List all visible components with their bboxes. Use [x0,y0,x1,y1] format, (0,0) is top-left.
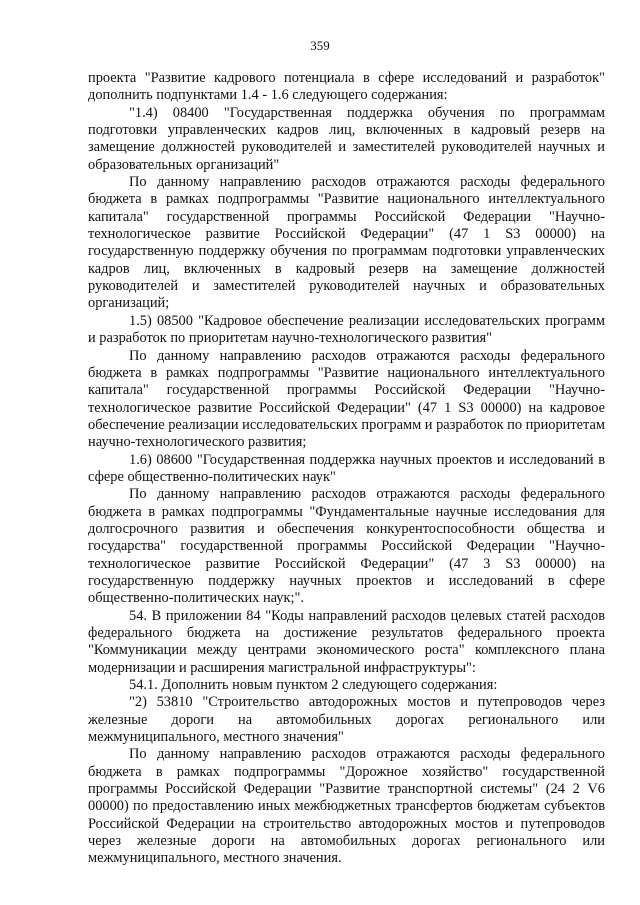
paragraph: 54. В приложении 84 "Коды направлений расходов целевых статей расходов федерального бюджета на достижение результатов федерального проекта "Коммуникации между центрами экономического роста" комплексного плана модернизации и расширения магистральной инфраструктуры": [88,607,605,676]
paragraph: По данному направлению расходов отражаются расходы федерального бюджета в рамках подпрограммы "Развитие национального интеллектуального капитала" государственной программы Российской Федерации "Научно-технологическое развитие Российской Федерации" (47 1 S3 00000) на государственную поддержку обучения по программам подготовки управленческих кадров лиц, включенных в кадровый резерв на замещение должностей руководителей и заместителей руководителей научных и образовательных организаций; [88,174,605,312]
paragraph: По данному направлению расходов отражаются расходы федерального бюджета в рамках подпрограммы "Фундаментальные научные исследования для долгосрочного развития и обеспечения конкурентоспособности общества и государства" государственной программы Российской Федерации "Научно-технологическое развитие Российской Федерации" (47 3 S3 00000) на государственную поддержку научных проектов и исследований в сфере общественно-политических наук;". [88,486,605,607]
paragraph: проекта "Развитие кадрового потенциала в сфере исследований и разработок" дополнить подпунктами 1.4 - 1.6 следующего содержания: [88,70,605,104]
paragraph: По данному направлению расходов отражаются расходы федерального бюджета в рамках подпрограммы "Дорожное хозяйство" государственной программы Российской Федерации "Развитие транспортной системы" (24 2 V6 00000) по предоставлению иных межбюджетных трансфертов бюджетам субъектов Российской Федерации на строительство автодорожных мостов и путепроводов через железные дороги на автомобильных дорогах регионального или межмуниципального, местного значения. [88,746,605,867]
paragraph: "1.4) 08400 "Государственная поддержка обучения по программам подготовки управленческих кадров лиц, включенных в кадровый резерв на замещение должностей руководителей и заместителей руководителей научных и образовательных организаций" [88,104,605,173]
paragraph: По данному направлению расходов отражаются расходы федерального бюджета в рамках подпрограммы "Развитие национального интеллектуального капитала" государственной программы Российской Федерации "Научно-технологическое развитие Российской Федерации" (47 1 S3 00000) на кадровое обеспечение реализации исследовательских программ и разработок по приоритетам научно-технологического развития; [88,347,605,451]
paragraph: "2) 53810 "Строительство автодорожных мостов и путепроводов через железные дороги на автомобильных дорогах регионального или межмуниципального, местного значения" [88,694,605,746]
paragraph: 1.5) 08500 "Кадровое обеспечение реализации исследовательских программ и разработок по приоритетам научно-технологического развития" [88,312,605,347]
page-number: 359 [310,38,330,53]
paragraph: 54.1. Дополнить новым пунктом 2 следующего содержания: [129,677,498,694]
document-body [88,70,605,868]
paragraph: 1.6) 08600 "Государственная поддержка научных проектов и исследований в сфере общественно-политических наук" [88,451,605,485]
